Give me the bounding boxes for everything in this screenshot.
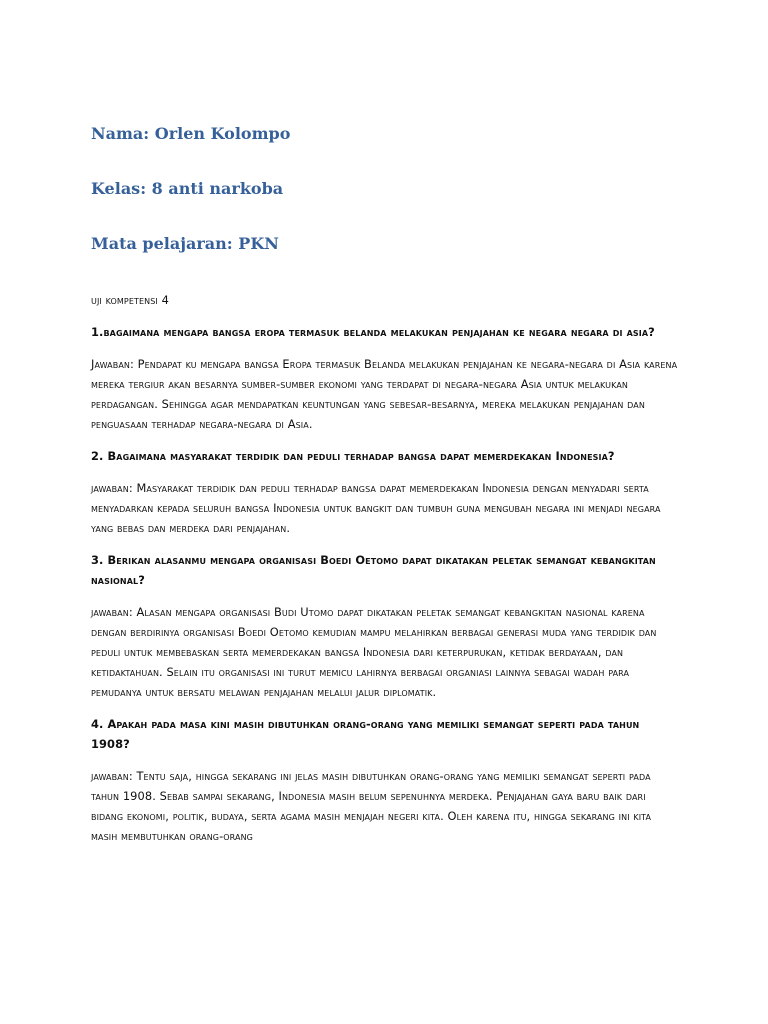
subject-heading: Mata pelajaran: PKN (91, 234, 279, 253)
student-name-heading: Nama: Orlen Kolompo (91, 124, 291, 143)
question-1: 1.bagaimana mengapa bangsa eropa termasuk belanda melakukan penjajahan ke negara negara di asia? (91, 325, 655, 339)
question-2: 2. Bagaimana masyarakat terdidik dan peduli terhadap bangsa dapat memerdekakan Indonesia? (91, 449, 615, 463)
section-title: uji kompetensi 4 (91, 293, 169, 307)
question-3: 3. Berikan alasanmu mengapa organisasi Boedi Oetomo dapat dikatakan peletak semangat kebangkitan nasional? (91, 553, 656, 587)
answer-2: jawaban: Masyarakat terdidik dan peduli terhadap bangsa dapat memerdekakan Indonesia dengan menyadari serta menyadarkan kepada seluruh bangsa Indonesia untuk bangkit dan tumbuh guna mengubah negara ini menjadi negara yang bebas dan merdeka dari penjajahan. (91, 481, 661, 535)
answer-4: jawaban: Tentu saja, hingga sekarang ini jelas masih dibutuhkan orang-orang yang memiliki semangat seperti pada tahun 1908. Sebab sampai sekarang, Indonesia masih belum sepenuhnya merdeka. Penjajahan gaya baru baik dari bidang ekonomi, politik, budaya, serta agama masih menjajah negeri kita. Oleh karena itu, hingga sekarang ini kita masih membutuhkan orang-orang (91, 769, 652, 843)
answer-3: jawaban: Alasan mengapa organisasi Budi Utomo dapat dikatakan peletak semangat kebangkitan nasional karena dengan berdirinya organisasi Boedi Oetomo kemudian mampu melahirkan berbagai generasi muda yang terdidik dan peduli untuk membebaskan serta memerdekakan bangsa Indonesia dari keterpurukan, ketidak berdayaan, dan ketidaktahuan. Selain itu organisasi ini turut memicu lahirnya berbagai organiasi lainnya sebagai wadah para pemudanya untuk bersatu melawan penjajahan melalui jalur diplomatik. (91, 605, 657, 699)
question-4: 4. Apakah pada masa kini masih dibutuhkan orang-orang yang memiliki semangat seperti pada tahun 1908? (91, 717, 640, 751)
answer-1: Jawaban: Pendapat ku mengapa bangsa Eropa termasuk Belanda melakukan penjajahan ke negara-negara di Asia karena mereka tergiur akan besarnya sumber-sumber ekonomi yang terdapat di negara-negara Asia untuk melakukan perdagangan. Sehingga agar mendapatkan keuntungan yang sebesar-besarnya, mereka melakukan penjajahan dan penguasaan terhadap negara-negara di Asia. (91, 357, 678, 431)
document-body (91, 290, 681, 858)
class-heading: Kelas: 8 anti narkoba (91, 179, 284, 198)
